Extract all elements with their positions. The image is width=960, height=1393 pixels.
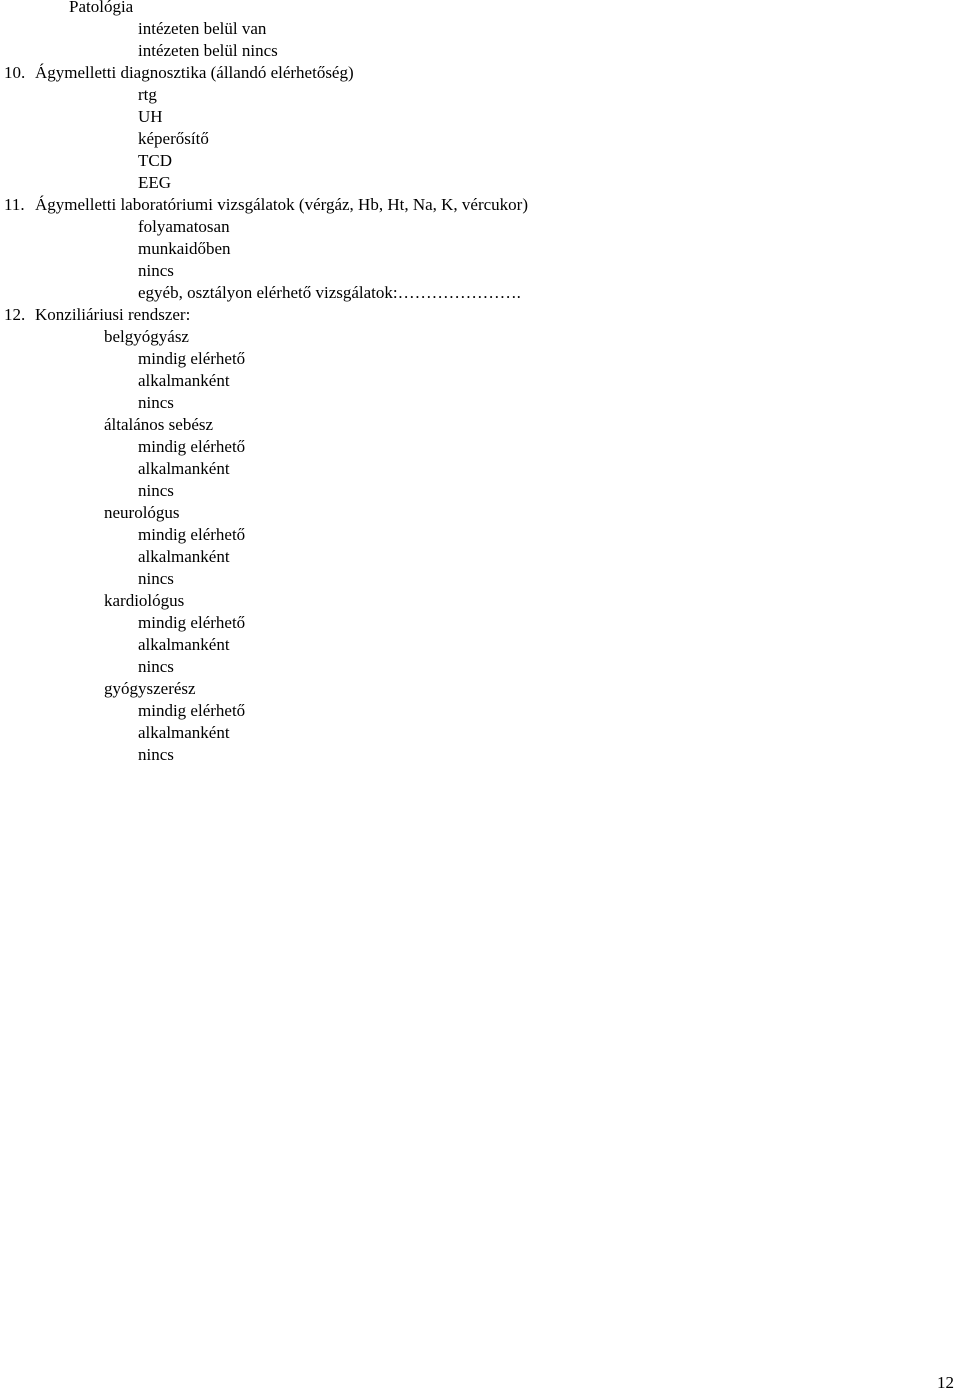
pathology-option: intézeten belül nincs [138, 41, 278, 60]
consultant-option: nincs [138, 569, 174, 588]
section-11-option: nincs [138, 261, 174, 280]
consultant-option: mindig elérhető [138, 613, 246, 632]
consultant-name: neurológus [104, 503, 180, 522]
consultant-name: gyógyszerész [104, 679, 196, 698]
consultant-option: nincs [138, 481, 174, 500]
section-11-option: egyéb, osztályon elérhető vizsgálatok:…………………. [138, 283, 521, 302]
consultant-name: belgyógyász [104, 327, 189, 346]
pathology-heading: Patológia [69, 0, 134, 16]
section-11-option: munkaidőben [138, 239, 231, 258]
consultant-option: alkalmanként [138, 459, 230, 478]
section-10-option: képerősítő [138, 129, 209, 148]
section-11-number: 11. [4, 195, 25, 214]
section-10-title: Ágymelletti diagnosztika (állandó elérhetőség) [35, 63, 354, 82]
consultant-option: mindig elérhető [138, 525, 246, 544]
consultant-option: alkalmanként [138, 547, 230, 566]
section-10-number: 10. [4, 63, 26, 82]
consultant-option: nincs [138, 657, 174, 676]
section-11-title: Ágymelletti laboratóriumi vizsgálatok (vérgáz, Hb, Ht, Na, K, vércukor) [35, 195, 529, 214]
section-12-title: Konziliáriusi rendszer: [35, 305, 191, 324]
consultant-option: nincs [138, 393, 174, 412]
section-12-number: 12. [4, 305, 26, 324]
section-10-option: EEG [138, 173, 172, 192]
section-11-option: folyamatosan [138, 217, 230, 236]
consultant-option: alkalmanként [138, 635, 230, 654]
consultant-option: mindig elérhető [138, 349, 246, 368]
consultant-option: mindig elérhető [138, 437, 246, 456]
section-10-option: rtg [138, 85, 157, 104]
section-10-option: TCD [138, 151, 172, 170]
page-number: 12 [937, 1373, 954, 1392]
pathology-option: intézeten belül van [138, 19, 267, 38]
consultant-name: kardiológus [104, 591, 185, 610]
section-10-option: UH [138, 107, 163, 126]
consultant-option: mindig elérhető [138, 701, 246, 720]
consultant-option: alkalmanként [138, 371, 230, 390]
consultant-option: alkalmanként [138, 723, 230, 742]
consultant-option: nincs [138, 745, 174, 764]
consultant-name: általános sebész [104, 415, 214, 434]
